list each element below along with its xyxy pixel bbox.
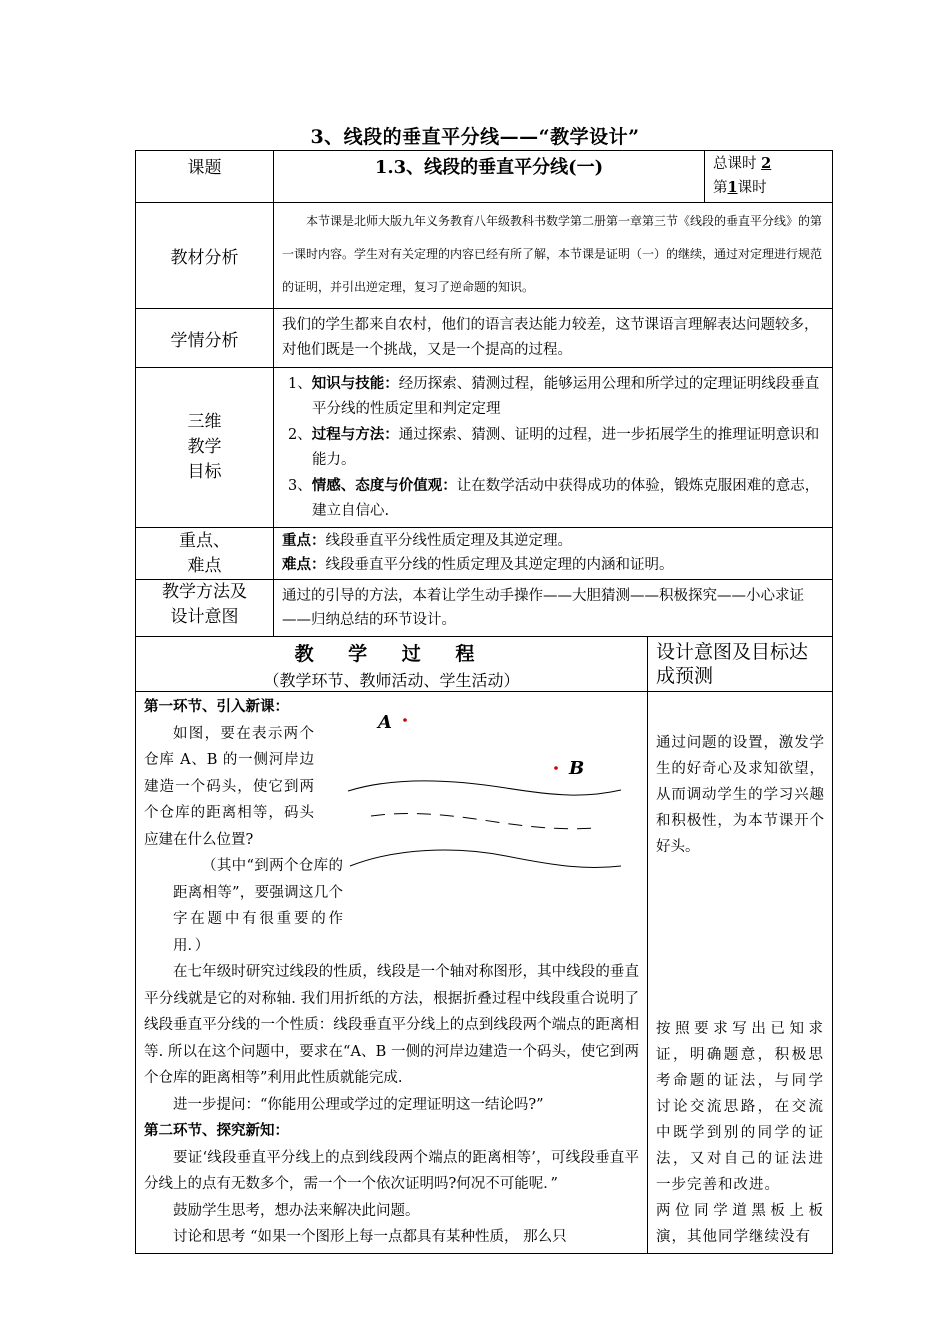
lesson-plan-table xyxy=(135,150,833,1254)
method-label: 教学方法及 设计意图 xyxy=(136,580,274,637)
section1-head: 第一环节、引入新课： xyxy=(144,698,289,715)
goal-item: 3、情感、态度与价值观：让在数学活动中获得成功的体验，锻炼克服困难的意志，建立自信心. xyxy=(288,477,820,519)
method-text: 通过的引导的方法，本着让学生动手操作——大胆猜测——积极探究——小心求证——归纳总结的环节设计。 xyxy=(274,580,833,637)
process-header-row xyxy=(136,637,833,692)
point-b-dot xyxy=(554,766,558,770)
goals-label: 三维 教学 目标 xyxy=(136,368,274,528)
material-row xyxy=(136,203,833,309)
intent-note-2: 按照要求写出已知求证，明确题意，积极思考命题的证法，与同学讨论交流思路，在交流中既学到别的同学的证法，又对自己的证法进一步完善和改进。 xyxy=(656,1021,825,1193)
material-label: 教材分析 xyxy=(136,203,274,309)
goals-row xyxy=(136,368,833,528)
process-heading-cell xyxy=(136,637,648,692)
material-text: 本节课是北师大版九年义务教育八年级教科书数学第二册第一章第三节《线段的垂直平分线》的第一课时内容。学生对有关定理的内容已经有所了解，本节课是证明（一）的继续，通过对定理进行规范的证明，并引出逆定理，复习了逆命题的知识。 xyxy=(274,203,833,309)
total-periods-value: 2 xyxy=(761,155,772,172)
document-title: 3、线段的垂直平分线——“教学设计” xyxy=(310,126,640,148)
design-intent-notes xyxy=(648,692,833,1254)
process-heading: 教 学 过 程 xyxy=(294,643,489,665)
section1-followup: 进一步提问：“你能用公理或学过的定理证明这一结论吗?” xyxy=(173,1096,544,1113)
process-content-row xyxy=(136,692,833,1254)
design-intent-heading: 设计意图及目标达成预测 xyxy=(648,637,833,692)
students-row xyxy=(136,309,833,368)
process-subheading: （教学环节、教师活动、学生活动） xyxy=(263,671,520,690)
figure-label-b: B xyxy=(569,758,585,779)
section1-question: 如图，要在表示两个仓库 A、B 的一侧河岸边建造一个码头，使它到两个仓库的距离相等，码头应建在什么位置? xyxy=(144,725,314,848)
river-centerline xyxy=(371,814,596,829)
section2-head: 第二环节、探究新知： xyxy=(144,1122,289,1139)
difficult-point: 难点：线段垂直平分线的性质定理及其逆定理的内涵和证明。 xyxy=(282,556,674,573)
keypoints-row xyxy=(136,528,833,580)
section2-p2: 鼓励学生思考，想办法来解决此问题。 xyxy=(173,1202,420,1219)
river-warehouse-figure xyxy=(336,698,636,878)
method-row xyxy=(136,580,833,637)
topic-label: 课题 xyxy=(136,151,274,203)
intent-note-1: 通过问题的设置，激发学生的好奇心及求知欲望，从而调动学生的学习兴趣和积极性，为本节课开个好头。 xyxy=(656,735,825,855)
section1-explanation: 在七年级时研究过线段的性质，线段是一个轴对称图形，其中线段的垂直平分线就是它的对称轴. 我们用折纸的方法，根据折叠过程中线段重合说明了线段垂直平分线的一个性质：线段垂直平分线上的点到线段两个端点的距离相等. 所以在这个问题中，要求在“A、B 一侧的河岸边建造一个码头，使它到两个仓库的距离相等”利用此性质就能完成. xyxy=(144,964,639,1086)
key-point: 重点：线段垂直平分线性质定理及其逆定理。 xyxy=(282,532,572,549)
lesson-title: 1.3、线段的垂直平分线(一) xyxy=(274,151,705,203)
period-cell xyxy=(705,151,833,203)
keypoints-text xyxy=(274,528,833,580)
goals-list xyxy=(274,368,833,528)
current-period-value: 1 xyxy=(727,179,738,196)
keypoints-label: 重点、 难点 xyxy=(136,528,274,580)
point-a-dot xyxy=(403,718,407,722)
intent-note-3: 两位同学道黑板上板演，其他同学继续没有 xyxy=(656,1203,825,1245)
topic-row xyxy=(136,151,833,203)
goal-item: 2、过程与方法：通过探索、猜测、证明的过程，进一步拓展学生的推理证明意识和能力。 xyxy=(288,426,820,468)
students-text: 我们的学生都来自农村，他们的语言表达能力较差，这节课语言理解表达问题较多，对他们既是一个挑战，又是一个提高的过程。 xyxy=(274,309,833,368)
figure-label-a: A xyxy=(378,712,392,733)
river-bank-lower xyxy=(350,850,621,868)
students-label: 学情分析 xyxy=(136,309,274,368)
process-content xyxy=(136,692,648,1254)
goal-item: 1、知识与技能：经历探索、猜测过程，能够运用公理和所学过的定理证明线段垂直平分线的性质定里和判定定理 xyxy=(288,375,820,417)
river-bank-upper xyxy=(348,781,621,795)
section2-p3: 讨论和思考 “如果一个图形上每一点都具有某种性质， 那么只 xyxy=(173,1229,567,1245)
section2-p1: 要证‘线段垂直平分线上的点到线段两个端点的距离相等’，可线段垂直平分线上的点有无数多个，需一个一个依次证明吗?何况不可能呢．” xyxy=(144,1149,639,1192)
current-period: 第1课时 xyxy=(713,179,767,196)
total-periods: 总课时 2 xyxy=(713,155,772,172)
section1-note: （其中“到两个仓库的距离相等”，要强调这几个字在题中有很重要的作用．） xyxy=(173,858,343,954)
